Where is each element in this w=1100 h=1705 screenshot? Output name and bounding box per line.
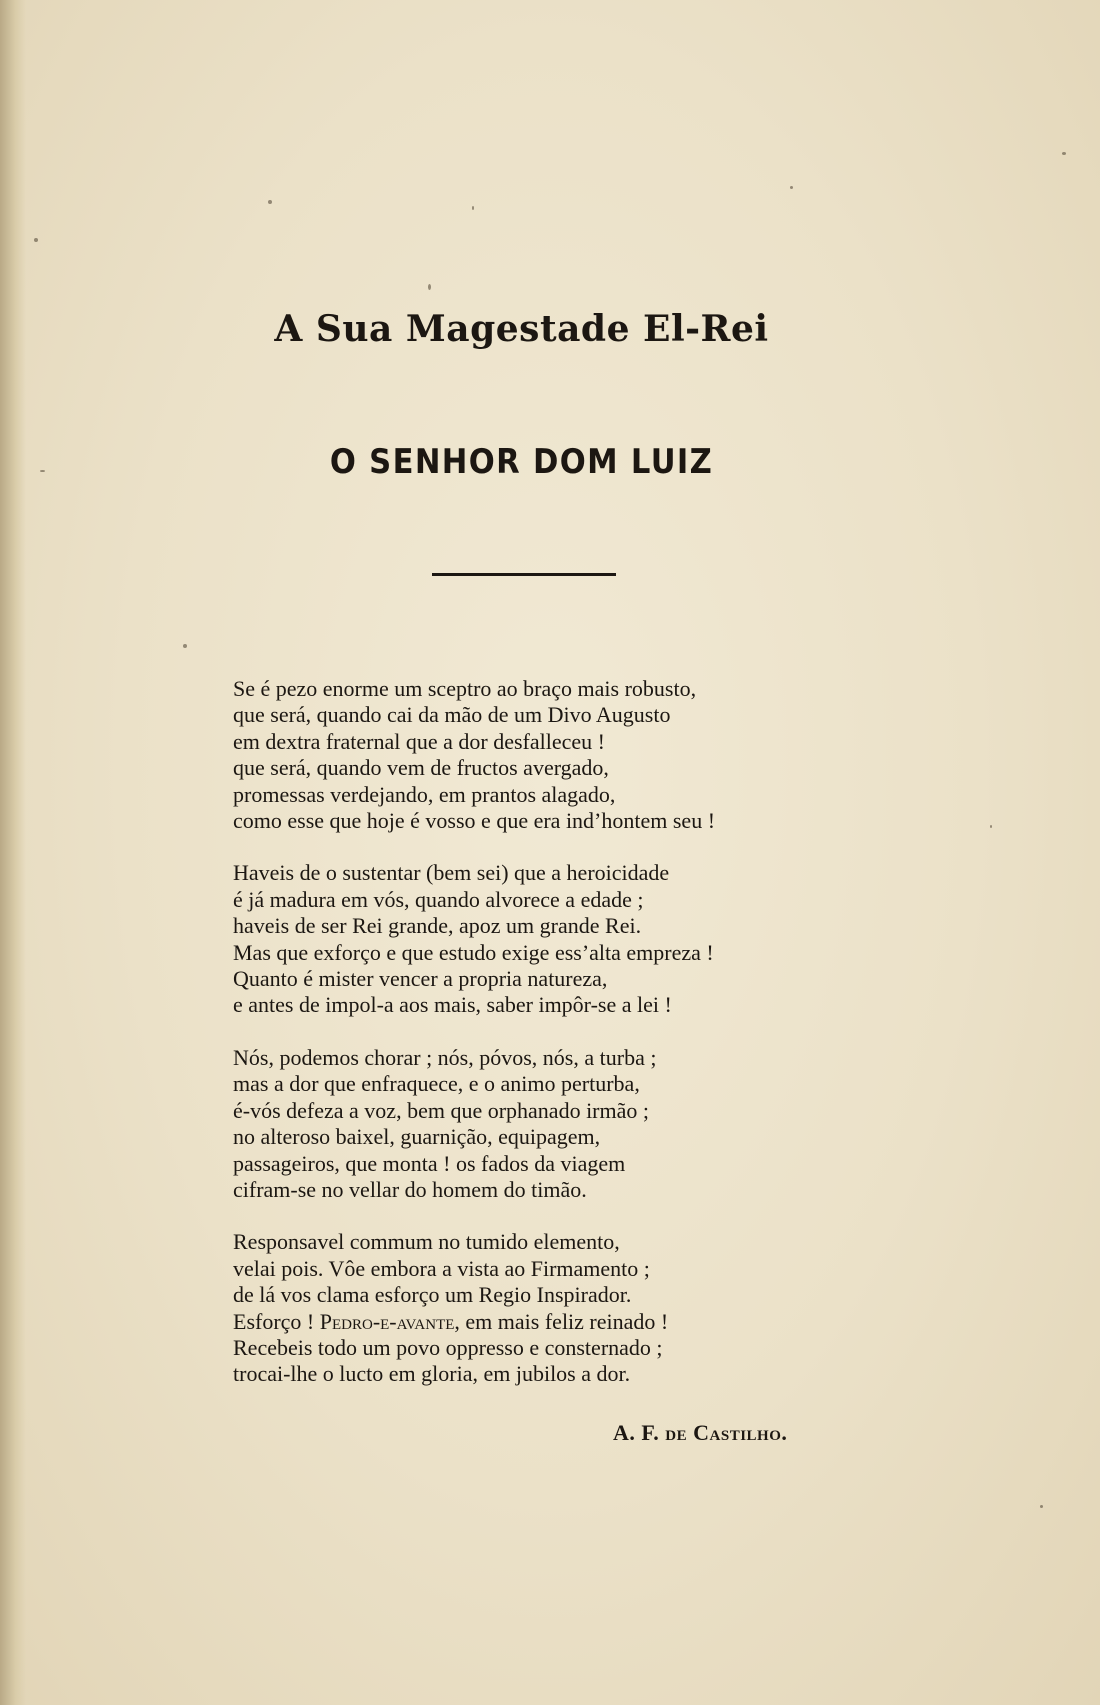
- paper-speck: [183, 644, 187, 648]
- poem-stanza-2: [233, 860, 793, 1018]
- paper-speck: [1040, 1505, 1043, 1508]
- paper-speck: [790, 186, 793, 189]
- author-signature: A. F. de Castilho.: [613, 1420, 788, 1445]
- paper-speck: [268, 200, 272, 204]
- page-subtitle: O SENHOR DOM LUIZ: [329, 442, 714, 482]
- poem: [233, 676, 793, 1414]
- page-title: A Sua Magestade El-Rei: [274, 308, 769, 350]
- poem-line: é já madura em vós, quando alvorece a edade ;: [233, 886, 644, 912]
- paper-speck: [472, 206, 474, 210]
- poem-line: Quanto é mister vencer a propria natureza,: [233, 966, 608, 992]
- paper-speck: [1062, 152, 1066, 155]
- poem-line: Nós, podemos chorar ; nós, póvos, nós, a turba ;: [233, 1044, 657, 1070]
- poem-line: cifram-se no vellar do homem do timão.: [233, 1176, 587, 1202]
- poem-line: velai pois. Vôe embora a vista ao Firmamento ;: [233, 1255, 650, 1281]
- paper-speck: [428, 284, 431, 290]
- poem-line: mas a dor que enfraquece, e o animo perturba,: [233, 1071, 640, 1097]
- poem-line: haveis de ser Rei grande, apoz um grande Rei.: [233, 913, 642, 939]
- poem-line: que será, quando vem de fructos avergado,: [233, 755, 609, 781]
- page-spine-shadow: [0, 0, 26, 1705]
- pedro-e-avante-smallcaps: Pedro-e-avante: [319, 1308, 455, 1334]
- poem-stanza-3: [233, 1045, 793, 1203]
- poem-line: Mas que exforço e que estudo exige ess’alta empreza !: [233, 939, 714, 965]
- poem-line: Esforço ! Pedro-e-avante, em mais feliz reinado !: [233, 1308, 669, 1334]
- paper-speck: [40, 470, 45, 472]
- paper-speck: [990, 825, 992, 828]
- poem-stanza-4: [233, 1229, 793, 1387]
- poem-line: no alteroso baixel, guarnição, equipagem,: [233, 1124, 601, 1150]
- poem-line: como esse que hoje é vosso e que era ind’hontem seu !: [233, 808, 716, 834]
- poem-stanza-1: [233, 676, 793, 834]
- poem-line: Recebeis todo um povo oppresso e consternado ;: [233, 1334, 663, 1360]
- poem-line: em dextra fraternal que a dor desfalleceu !: [233, 728, 605, 754]
- paper-speck: [34, 238, 38, 242]
- title-divider: [432, 573, 616, 576]
- poem-line: que será, quando cai da mão de um Divo Augusto: [233, 702, 671, 728]
- poem-line: Se é pezo enorme um sceptro ao braço mais robusto,: [233, 676, 697, 701]
- poem-line: passageiros, que monta ! os fados da viagem: [233, 1150, 626, 1176]
- poem-line: promessas verdejando, em prantos alagado,: [233, 781, 616, 807]
- poem-line: Responsavel commum no tumido elemento,: [233, 1229, 620, 1255]
- poem-line: e antes de impol-a aos mais, saber impôr-se a lei !: [233, 992, 672, 1018]
- poem-line: de lá vos clama esforço um Regio Inspirador.: [233, 1282, 632, 1308]
- poem-line: é-vós defeza a voz, bem que orphanado irmão ;: [233, 1097, 649, 1123]
- poem-line: Haveis de o sustentar (bem sei) que a heroicidade: [233, 860, 670, 886]
- poem-line: trocai-lhe o lucto em gloria, em jubilos a dor.: [233, 1361, 631, 1387]
